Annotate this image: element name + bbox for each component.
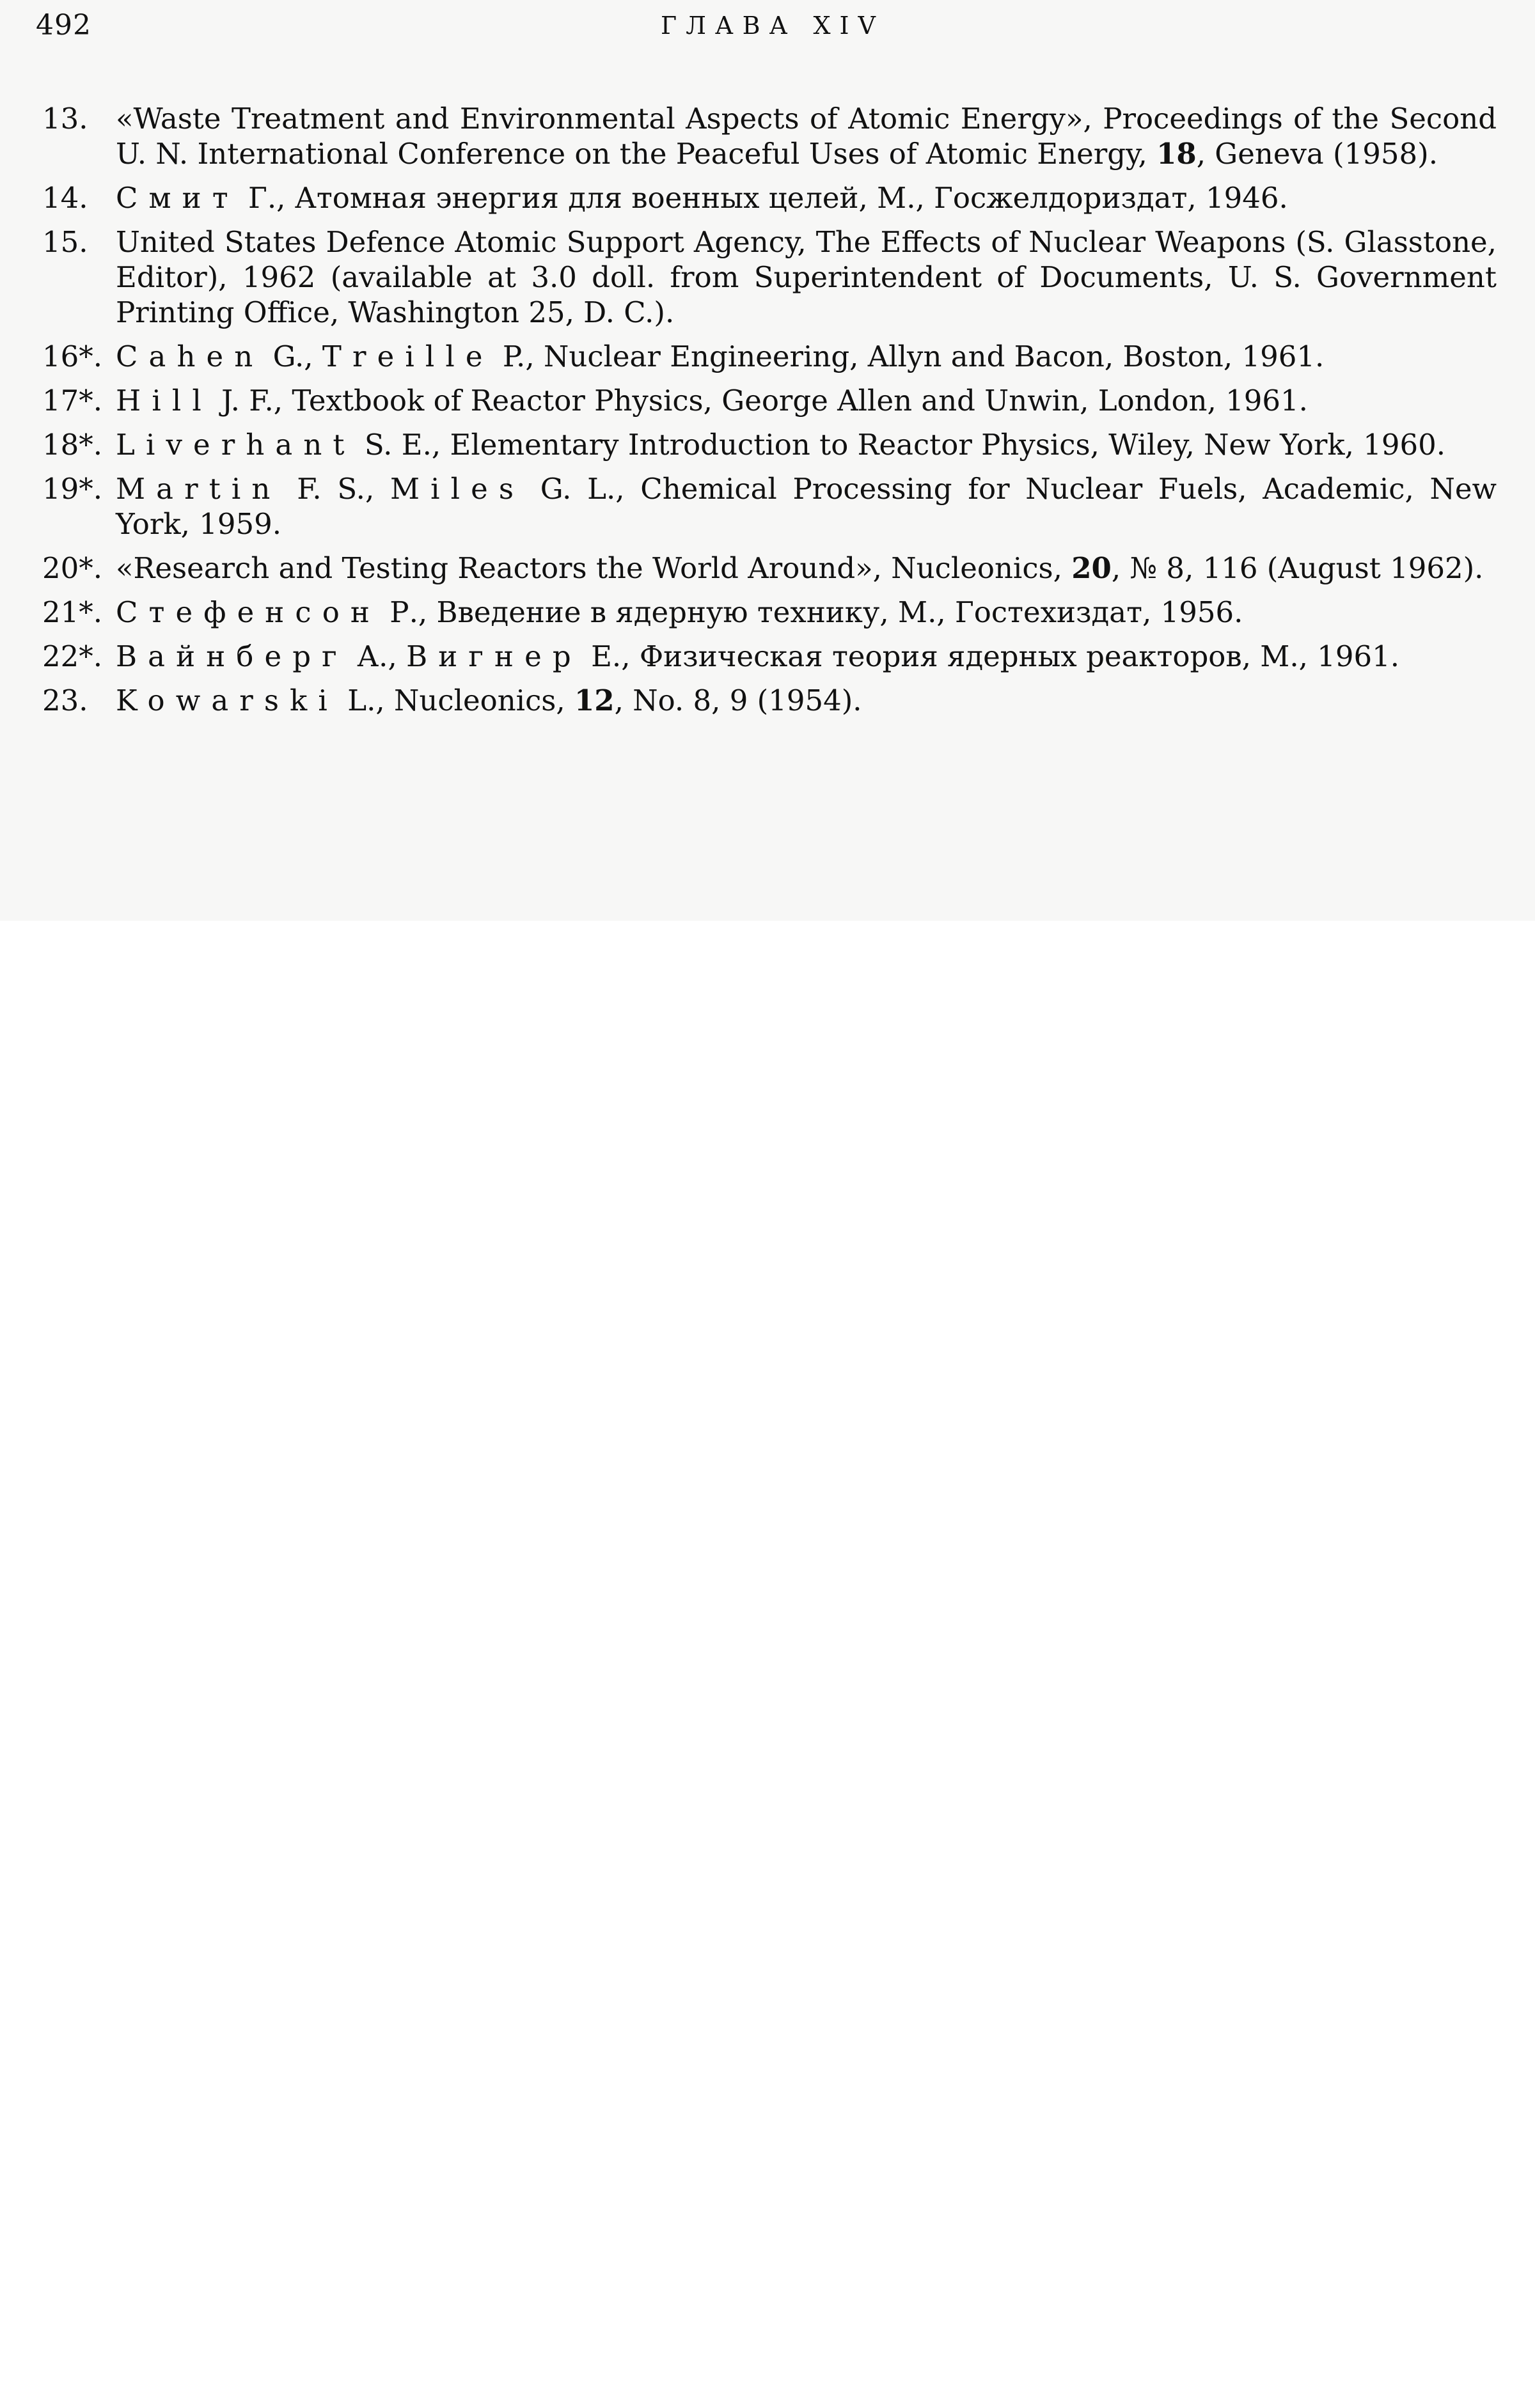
- reference-number: 18*.: [42, 428, 103, 462]
- reference-text-segment: S. E., Elementary Introduction to Reactor Physics, Wiley, New York, 1960.: [355, 428, 1446, 462]
- reference-item: [42, 595, 1497, 630]
- reference-text-segment: F. S.,: [281, 472, 390, 506]
- reference-text-segment: G.,: [264, 340, 322, 373]
- author-name: Cahen: [116, 340, 264, 373]
- reference-item: [42, 427, 1497, 462]
- author-name: Вигнер: [406, 639, 582, 673]
- volume-number: 18: [1156, 137, 1197, 171]
- reference-text: [116, 181, 1288, 215]
- reference-item: [42, 224, 1497, 330]
- author-name: Miles: [390, 472, 525, 506]
- volume-number: 20: [1071, 551, 1112, 585]
- reference-text: [116, 428, 1445, 462]
- author-name: Вайнберг: [116, 639, 348, 673]
- reference-number: 23.: [42, 684, 88, 717]
- reference-text-segment: J. F., Textbook of Reactor Physics, George Allen and Unwin, London, 1961.: [212, 384, 1308, 418]
- author-name: Liverhant: [116, 428, 356, 462]
- reference-item: [42, 339, 1497, 374]
- page-header: [36, 9, 1509, 47]
- reference-text: [116, 684, 862, 717]
- reference-text: [116, 551, 1483, 585]
- reference-number: 22*.: [42, 639, 103, 673]
- reference-number: 15.: [42, 225, 88, 259]
- reference-number: 13.: [42, 102, 88, 136]
- reference-number: 16*.: [42, 340, 103, 373]
- reference-text-segment: P., Nuclear Engineering, Allyn and Bacon, Boston, 1961.: [493, 340, 1325, 373]
- reference-number: 21*.: [42, 595, 103, 629]
- author-name: Стефенсон: [116, 595, 381, 629]
- reference-text-segment: , No. 8, 9 (1954).: [614, 684, 862, 717]
- reference-text: [116, 340, 1324, 373]
- reference-text: [116, 472, 1497, 541]
- reference-text: [116, 225, 1497, 329]
- author-name: Kowarski: [116, 684, 338, 717]
- reference-text-segment: «Research and Testing Reactors the World Around», Nucleonics,: [116, 551, 1072, 585]
- reference-text: [116, 102, 1497, 171]
- reference-item: [42, 471, 1497, 542]
- reference-item: [42, 683, 1497, 718]
- reference-number: 20*.: [42, 551, 103, 585]
- reference-item: [42, 180, 1497, 215]
- reference-number: 14.: [42, 181, 88, 215]
- reference-text-segment: , № 8, 116 (August 1962).: [1111, 551, 1484, 585]
- reference-text-segment: А.,: [347, 639, 407, 673]
- reference-list: [42, 101, 1497, 727]
- reference-text: [116, 595, 1243, 629]
- reference-text: [116, 384, 1308, 418]
- reference-item: [42, 383, 1497, 418]
- reference-text-segment: Е., Физическая теория ядерных реакторов, М., 1961.: [581, 639, 1400, 673]
- reference-text-segment: Г., Атомная энергия для военных целей, М., Госжелдориздат, 1946.: [239, 181, 1288, 215]
- reference-text-segment: «Waste Treatment and Environmental Aspects of Atomic Energy», Proceedings of the Second U. N. International Conference on the Peaceful Uses of Atomic Energy,: [116, 102, 1497, 171]
- author-name: Смит: [116, 181, 239, 215]
- reference-text-segment: G. L., Chemical Processing for Nuclear Fuels, Academic, New York, 1959.: [116, 472, 1497, 541]
- author-name: Hill: [116, 384, 212, 418]
- reference-item: [42, 551, 1497, 586]
- page-number: 492: [36, 9, 91, 42]
- reference-item: [42, 101, 1497, 171]
- author-name: Treille: [322, 340, 494, 373]
- reference-number: 17*.: [42, 384, 103, 418]
- reference-text-segment: United States Defence Atomic Support Agency, The Effects of Nuclear Weapons (S. Glasstone, Editor), 1962 (available at 3.0 doll. from Superintendent of Documents, U. S. Government Printing Office, Washington 25, D. C.).: [116, 225, 1497, 329]
- reference-item: [42, 639, 1497, 674]
- volume-number: 12: [574, 684, 615, 717]
- reference-number: 19*.: [42, 472, 103, 506]
- running-title: ГЛАВА XIV: [661, 12, 885, 40]
- reference-text-segment: L., Nucleonics,: [338, 684, 574, 717]
- reference-text-segment: , Geneva (1958).: [1196, 137, 1438, 171]
- reference-text-segment: Р., Введение в ядерную технику, М., Гостехиздат, 1956.: [381, 595, 1243, 629]
- author-name: Martin: [116, 472, 281, 506]
- reference-text: [116, 639, 1399, 673]
